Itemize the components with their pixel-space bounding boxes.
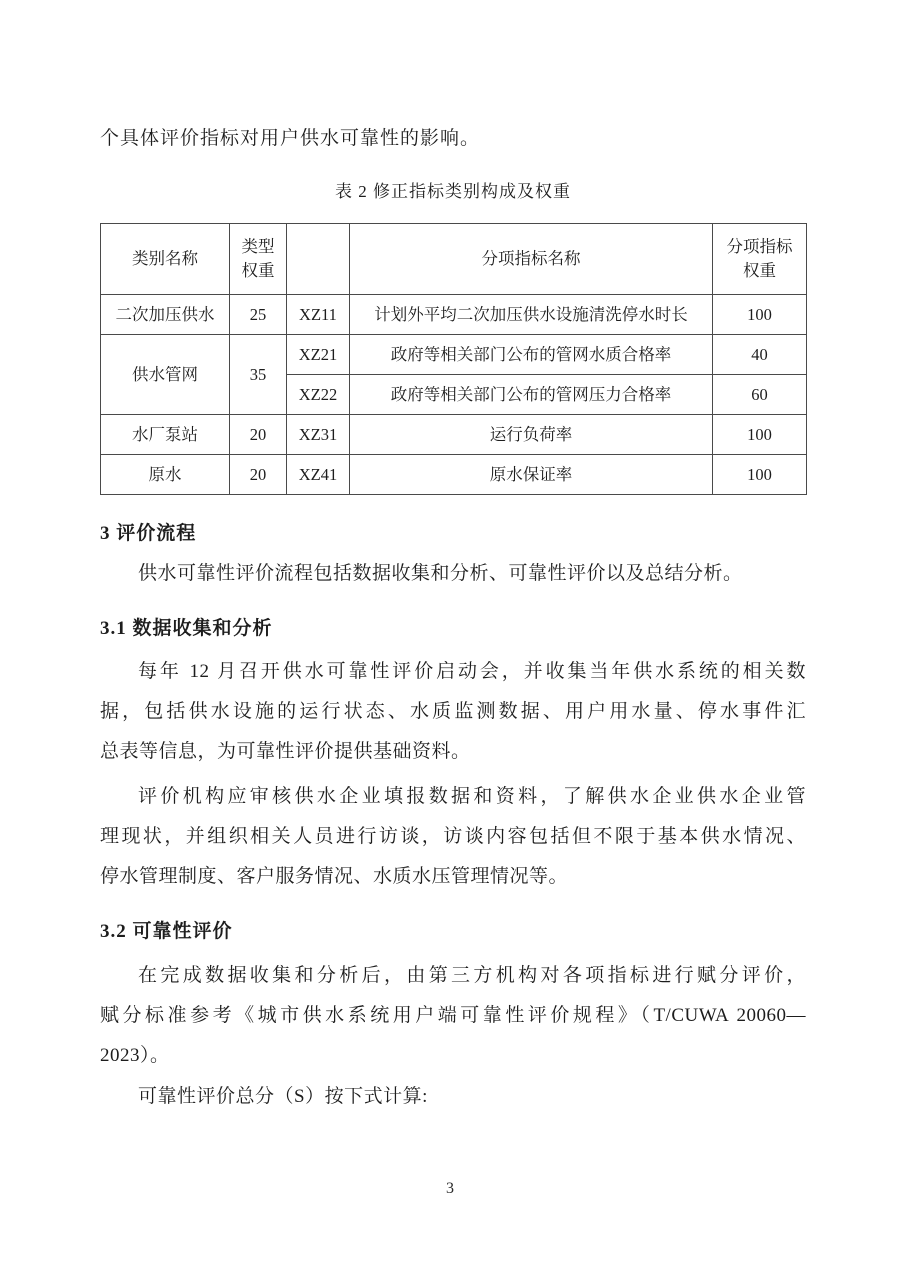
- sub-weight-cell: 60: [713, 375, 807, 415]
- table-row: [101, 335, 807, 375]
- col-header-type-weight: [230, 224, 287, 295]
- table-row: [101, 455, 807, 495]
- col-header-type-weight-line1: 类型: [241, 237, 275, 256]
- page-content: [100, 0, 806, 1117]
- weight-cell: 20: [230, 415, 287, 455]
- indicator-cell: 政府等相关部门公布的管网压力合格率: [350, 375, 713, 415]
- code-cell: XZ21: [287, 335, 350, 375]
- section-32-paragraph-2: [100, 1077, 806, 1117]
- col-header-code: [287, 224, 350, 295]
- code-cell: XZ31: [287, 415, 350, 455]
- weight-cell: 35: [230, 335, 287, 415]
- section-31-paragraph-2: [100, 777, 806, 897]
- table-row: [101, 295, 807, 335]
- col-header-sub-weight-line1: 分项指标: [726, 237, 793, 256]
- weight-cell: 20: [230, 455, 287, 495]
- sub-weight-cell: 100: [713, 295, 807, 335]
- category-cell: 原水: [101, 455, 230, 495]
- paragraph-line: 2023）。: [100, 1045, 170, 1066]
- col-header-indicator: 分项指标名称: [350, 224, 713, 295]
- paragraph-line: 停水管理制度、客户服务情况、水质水压管理情况等。: [100, 866, 569, 887]
- category-cell: 二次加压供水: [101, 295, 230, 335]
- paragraph-line: 赋分标准参考《城市供水系统用户端可靠性评价规程》（T/CUWA 20060—: [100, 1005, 806, 1026]
- table-header-row: [101, 224, 807, 295]
- paragraph-line: 供水可靠性评价流程包括数据收集和分析、可靠性评价以及总结分析。: [138, 563, 743, 584]
- page-number: 3: [446, 1180, 454, 1197]
- code-cell: XZ22: [287, 375, 350, 415]
- indicator-cell: 计划外平均二次加压供水设施清洗停水时长: [350, 295, 713, 335]
- paragraph-line: 总表等信息，为可靠性评价提供基础资料。: [100, 741, 471, 762]
- col-header-category: 类别名称: [101, 224, 230, 295]
- paragraph-line: 可靠性评价总分（S）按下式计算:: [138, 1086, 428, 1107]
- intro-paragraph: 个具体评价指标对用户供水可靠性的影响。: [100, 128, 481, 149]
- section-31-paragraph-1: [100, 652, 806, 772]
- indicator-cell: 运行负荷率: [350, 415, 713, 455]
- weights-table: [100, 223, 807, 495]
- sub-weight-cell: 40: [713, 335, 807, 375]
- paragraph-line: 在完成数据收集和分析后，由第三方机构对各项指标进行赋分评价，: [138, 965, 806, 986]
- col-header-sub-weight-line2: 权重: [743, 261, 776, 280]
- section-3-paragraph: [100, 554, 806, 594]
- section-32-heading: 3.2 可靠性评价: [100, 921, 233, 942]
- category-cell: 水厂泵站: [101, 415, 230, 455]
- sub-weight-cell: 100: [713, 455, 807, 495]
- table-caption: 表 2 修正指标类别构成及权重: [335, 182, 571, 201]
- weight-cell: 25: [230, 295, 287, 335]
- section-3-heading: 3 评价流程: [100, 523, 197, 544]
- indicator-cell: 原水保证率: [350, 455, 713, 495]
- section-31-heading: 3.1 数据收集和分析: [100, 618, 273, 639]
- section-32-paragraph-1: [100, 956, 806, 1076]
- col-header-sub-weight: [713, 224, 807, 295]
- sub-weight-cell: 100: [713, 415, 807, 455]
- indicator-cell: 政府等相关部门公布的管网水质合格率: [350, 335, 713, 375]
- category-cell: 供水管网: [101, 335, 230, 415]
- code-cell: XZ11: [287, 295, 350, 335]
- paragraph-line: 理现状，并组织相关人员进行访谈，访谈内容包括但不限于基本供水情况、: [100, 826, 806, 847]
- col-header-type-weight-line2: 权重: [241, 261, 275, 280]
- paragraph-line: 每年 12 月召开供水可靠性评价启动会，并收集当年供水系统的相关数: [138, 661, 806, 682]
- paragraph-line: 评价机构应审核供水企业填报数据和资料，了解供水企业供水企业管: [138, 786, 806, 807]
- paragraph-line: 据，包括供水设施的运行状态、水质监测数据、用户用水量、停水事件汇: [100, 701, 806, 722]
- code-cell: XZ41: [287, 455, 350, 495]
- table-row: [101, 415, 807, 455]
